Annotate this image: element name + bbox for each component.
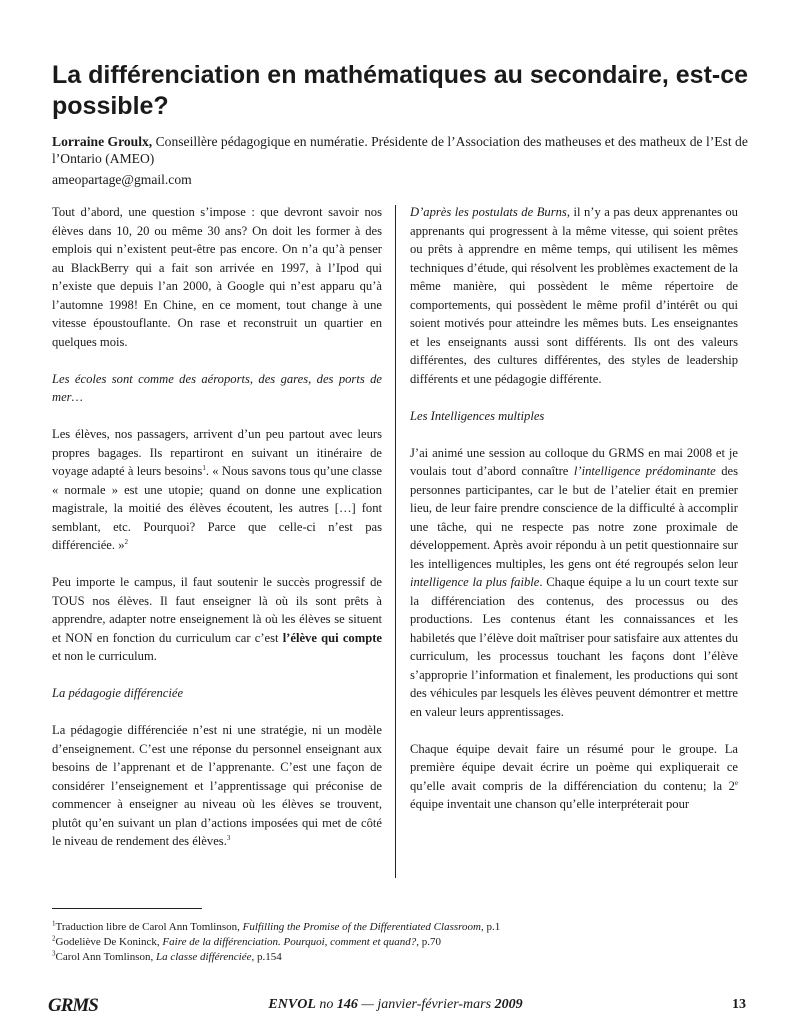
article-title: La différenciation en mathématiques au secondaire, est-ce possible? — [52, 61, 749, 120]
author-email: ameopartage@gmail.com — [52, 172, 192, 187]
paragraph: La pédagogie différenciée n’est ni une stratégie, ni un modèle d’enseignement. C’est une réponse du personnel enseignant aux besoins de l’apprenant et de l’apprenante. C’est une façon de considérer l’enseignement et l’apprentissage qui préconise de commencer à enseigner au niveau où les élèves se trouvent, plutôt qu’en suivant un plan d’actions imposées qui met de côté le niveau de rendement des élèves.$^3$ — [52, 723, 382, 848]
footnote-ref: 2 — [124, 537, 128, 546]
paragraph: J’ai animé une session au colloque du GRMS en mai 2008 et je voulais tout d’abord connaître l’intelligence prédominante des personnes participantes, car le but de l’atelier était en premier lieu, de leur faire prendre conscience de la difficulté à accomplir une tâche, qui ne respecte pas notre zone proximale de développement. Après avoir répondu à un petit questionnaire sur les intelligences multiples, les gens ont été regroupés selon leur intelligence la plus faible. Chaque équipe a lu un court texte sur la différenciation des contenus, des processus ou des productions. Les contenus étant les connaissances et les habiletés que l’élève doit maîtriser pour satisfaire aux attentes du curriculum, les processus touchant les façons dont l’élève s’approprie l’information et finalement, les productions qui sont des véhicules par lesquels les élèves peuvent démontrer et mettre en valeur leurs apprentissages. — [410, 445, 739, 719]
paragraph: Les élèves, nos passagers, arrivent d’un peu partout avec leurs propres bagages. Ils repartiront en suivant un itinéraire de voyage adapté à leurs besoins$^1$. « Nous savons tous qu’une classe « normale » est une utopie; quand on donne une explication magistrale, la moitié des élèves écoutent, les autres […] font semblant, etc. Pourquoi? Parce que celle-ci n’est pas différenciée. »$^2$ — [52, 427, 382, 552]
footnote-divider — [52, 908, 202, 909]
author-line — [52, 133, 752, 167]
paragraph: Chaque équipe devait faire un résumé pour le groupe. La première équipe devait écrire un poème qui expliquerait ce qu’elle avait compris de la différenciation du contenu; la 2e équipe inventait une chanson qu’elle interpréterait pour — [410, 741, 738, 811]
section-heading: Les écoles sont comme des aéroports, des gares, des ports de mer… — [52, 371, 382, 404]
page-number: 13 — [732, 997, 746, 1012]
paragraph: Peu importe le campus, il faut soutenir le succès progressif de TOUS nos élèves. Il faut enseigner là où ils sont prêts à apprendre, adapter notre enseignement là où les élèves se situent et NON en fonction du curriculum car c’est l’élève qui compte et non le curriculum. — [52, 575, 382, 663]
right-column — [410, 203, 738, 832]
paragraph: D’après les postulats de Burns, il n’y a pas deux apprenantes ou apprenants qui progressent à la même vitesse, qui soient prêtes ou prêts à apprendre en même temps, qui utilisent les mêmes techniques d’étude, qui résolvent les problèmes exactement de la même manière, qui possèdent le même répertoire de comportements, qui possèdent le même profil d’intérêt ou qui soient motivés pour atteindre les mêmes buts. Les enseignantes et les enseignants aussi sont différents. Ils ont des valeurs différentes, des cultures différentes, des styles de leadership différents et une pédagogie différente. — [410, 205, 738, 386]
footnote: $^3$Carol Ann Tomlinson, La classe différenciée, p.154 — [52, 949, 282, 963]
footnote-ref: 1 — [202, 463, 206, 472]
footnote: $^1$Traduction libre de Carol Ann Tomlinson, Fulfilling the Promise of the Differentiated Classroom, p.1 — [52, 919, 501, 933]
grms-logo: GRMS — [48, 995, 98, 1016]
paragraph: Tout d’abord, une question s’impose : que devront savoir nos élèves dans 10, 20 ou même 30 ans? On doit les former à des emplois qui n’existent peut-être pas encore. On n’a qu’à penser au BlackBerry qui a fait son arrivée en 1997, à l’Ipod qui n’existe que depuis l’an 2000, à Google qui n’est apparu qu’à l’automne 1998! En Chine, en ce moment, tout change à une vitesse époustouflante. On rase et reconstruit un quartier en quelques mois. — [52, 205, 382, 349]
author-role: Conseillère pédagogique en numératie. Présidente de l’Association des matheuses et des matheux de l’Est de l’Ontario (AMEO) — [52, 134, 748, 166]
section-heading: Les Intelligences multiples — [410, 408, 545, 423]
footnotes — [52, 920, 752, 965]
footnote: $^2$Godeliève De Koninck, Faire de la différenciation. Pourquoi, comment et quand?, p.70 — [52, 934, 442, 948]
left-column — [52, 203, 382, 869]
page-footer — [0, 995, 791, 1019]
column-divider — [395, 205, 396, 878]
footnote-ref: 3 — [226, 833, 231, 842]
section-heading: La pédagogie différenciée — [52, 686, 184, 700]
issue-info: ENVOL no 146 — janvier-février-mars 2009 — [268, 997, 523, 1012]
author-name: Lorraine Groulx, — [52, 134, 153, 149]
